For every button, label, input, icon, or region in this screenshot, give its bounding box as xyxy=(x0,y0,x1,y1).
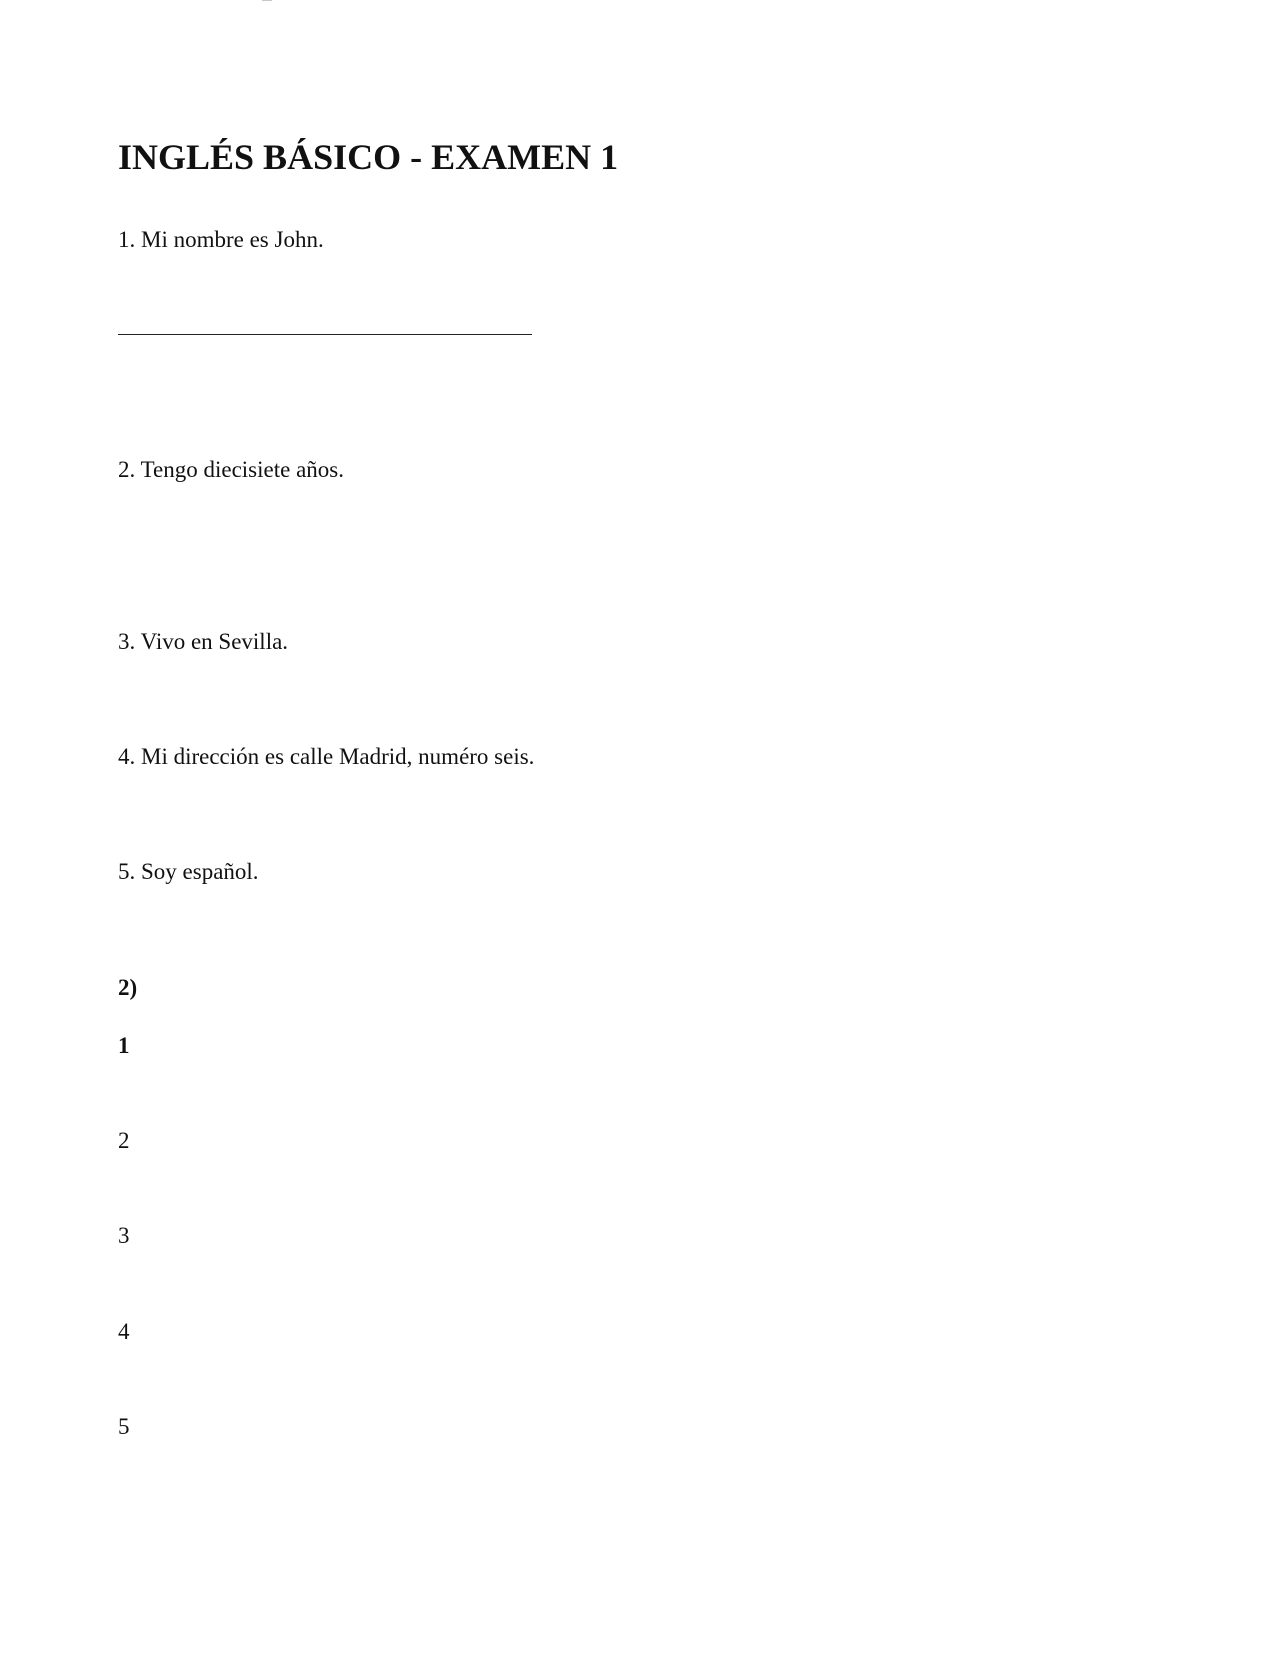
section-2-item-1: 1 xyxy=(118,1033,130,1058)
question-3: 3. Vivo en Sevilla. xyxy=(118,629,289,654)
section-2-heading: 2) xyxy=(118,975,138,1000)
section-2-item-3: 3 xyxy=(118,1223,130,1248)
scan-mark xyxy=(262,0,272,1)
question-1: 1. Mi nombre es John. xyxy=(118,227,324,252)
answer-blank-line xyxy=(118,334,532,335)
question-5: 5. Soy español. xyxy=(118,859,259,884)
section-2-item-4: 4 xyxy=(118,1319,130,1344)
question-2: 2. Tengo diecisiete años. xyxy=(118,457,344,482)
section-2-item-5: 5 xyxy=(118,1414,130,1439)
section-2-item-2: 2 xyxy=(118,1128,130,1153)
question-4: 4. Mi dirección es calle Madrid, numéro seis. xyxy=(118,744,535,769)
page-title: INGLÉS BÁSICO - EXAMEN 1 xyxy=(118,137,619,177)
